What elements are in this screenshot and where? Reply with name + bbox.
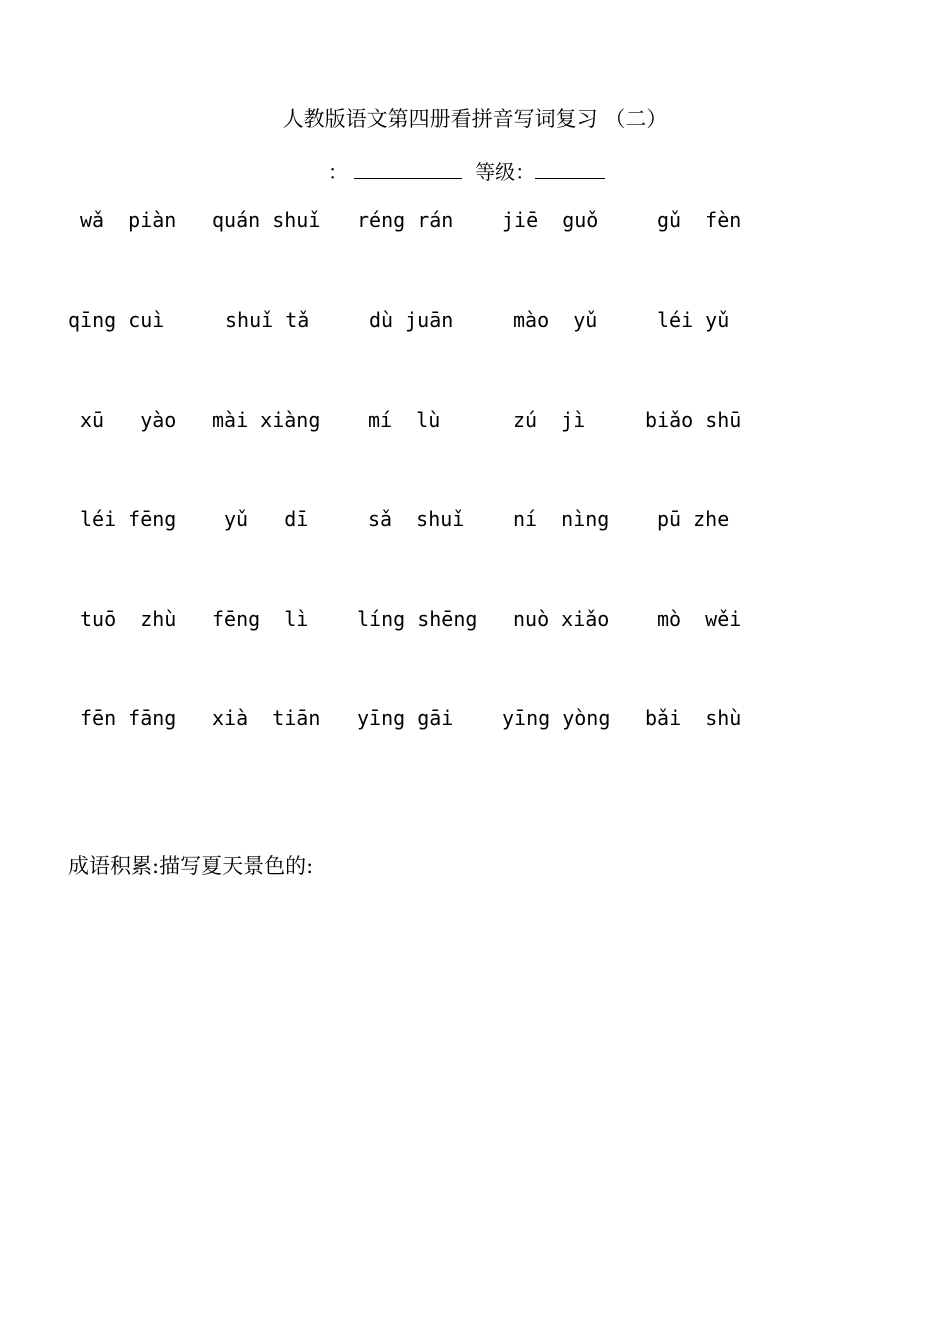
pinyin-word: yǔ dī	[224, 507, 309, 531]
pinyin-word: sǎ shuǐ	[368, 507, 465, 531]
pinyin-word: pū zhe	[657, 507, 730, 531]
pinyin-word: ní nìng	[513, 507, 610, 531]
pinyin-word: xū yào	[80, 408, 177, 432]
pinyin-word: qīng cuì	[68, 308, 165, 332]
pinyin-word: tuō zhù	[80, 607, 177, 631]
pinyin-word: nuò xiǎo	[513, 607, 610, 631]
pinyin-word: yīng gāi	[357, 706, 454, 730]
pinyin-row	[0, 405, 950, 435]
pinyin-word: xià tiān	[212, 706, 321, 730]
idiom-section-label: 成语积累:描写夏天景色的:	[68, 854, 314, 878]
pinyin-row	[0, 504, 950, 534]
pinyin-word: wǎ piàn	[80, 208, 177, 232]
name-prefix: ：	[328, 160, 348, 184]
pinyin-word: réng rán	[357, 208, 454, 232]
pinyin-word: léi fēng	[80, 507, 177, 531]
pinyin-word: léi yǔ	[657, 308, 730, 332]
student-info-line	[328, 156, 605, 186]
pinyin-word: mí lù	[368, 408, 441, 432]
pinyin-row	[0, 703, 950, 733]
name-blank[interactable]	[354, 156, 462, 179]
pinyin-word: gǔ fèn	[657, 208, 742, 232]
pinyin-word: líng shēng	[357, 607, 478, 631]
pinyin-word: zú jì	[513, 408, 586, 432]
pinyin-row	[0, 305, 950, 335]
pinyin-word: dù juān	[369, 308, 454, 332]
page-title: 人教版语文第四册看拼音写词复习 （二）	[282, 107, 668, 131]
pinyin-word: mò wěi	[657, 607, 742, 631]
pinyin-word: mào yǔ	[513, 308, 598, 332]
pinyin-word: jiē guǒ	[502, 208, 599, 232]
pinyin-row	[0, 604, 950, 634]
pinyin-word: biǎo shū	[645, 408, 742, 432]
pinyin-word: fēn fāng	[80, 706, 177, 730]
grade-label: 等级：	[475, 160, 536, 184]
pinyin-word: quán shuǐ	[212, 208, 321, 232]
pinyin-word: bǎi shù	[645, 706, 742, 730]
grade-blank[interactable]	[535, 156, 605, 179]
pinyin-word: fēng lì	[212, 607, 309, 631]
pinyin-word: shuǐ tǎ	[225, 308, 310, 332]
pinyin-word: yīng yòng	[502, 706, 611, 730]
pinyin-word: mài xiàng	[212, 408, 321, 432]
pinyin-row	[0, 205, 950, 235]
